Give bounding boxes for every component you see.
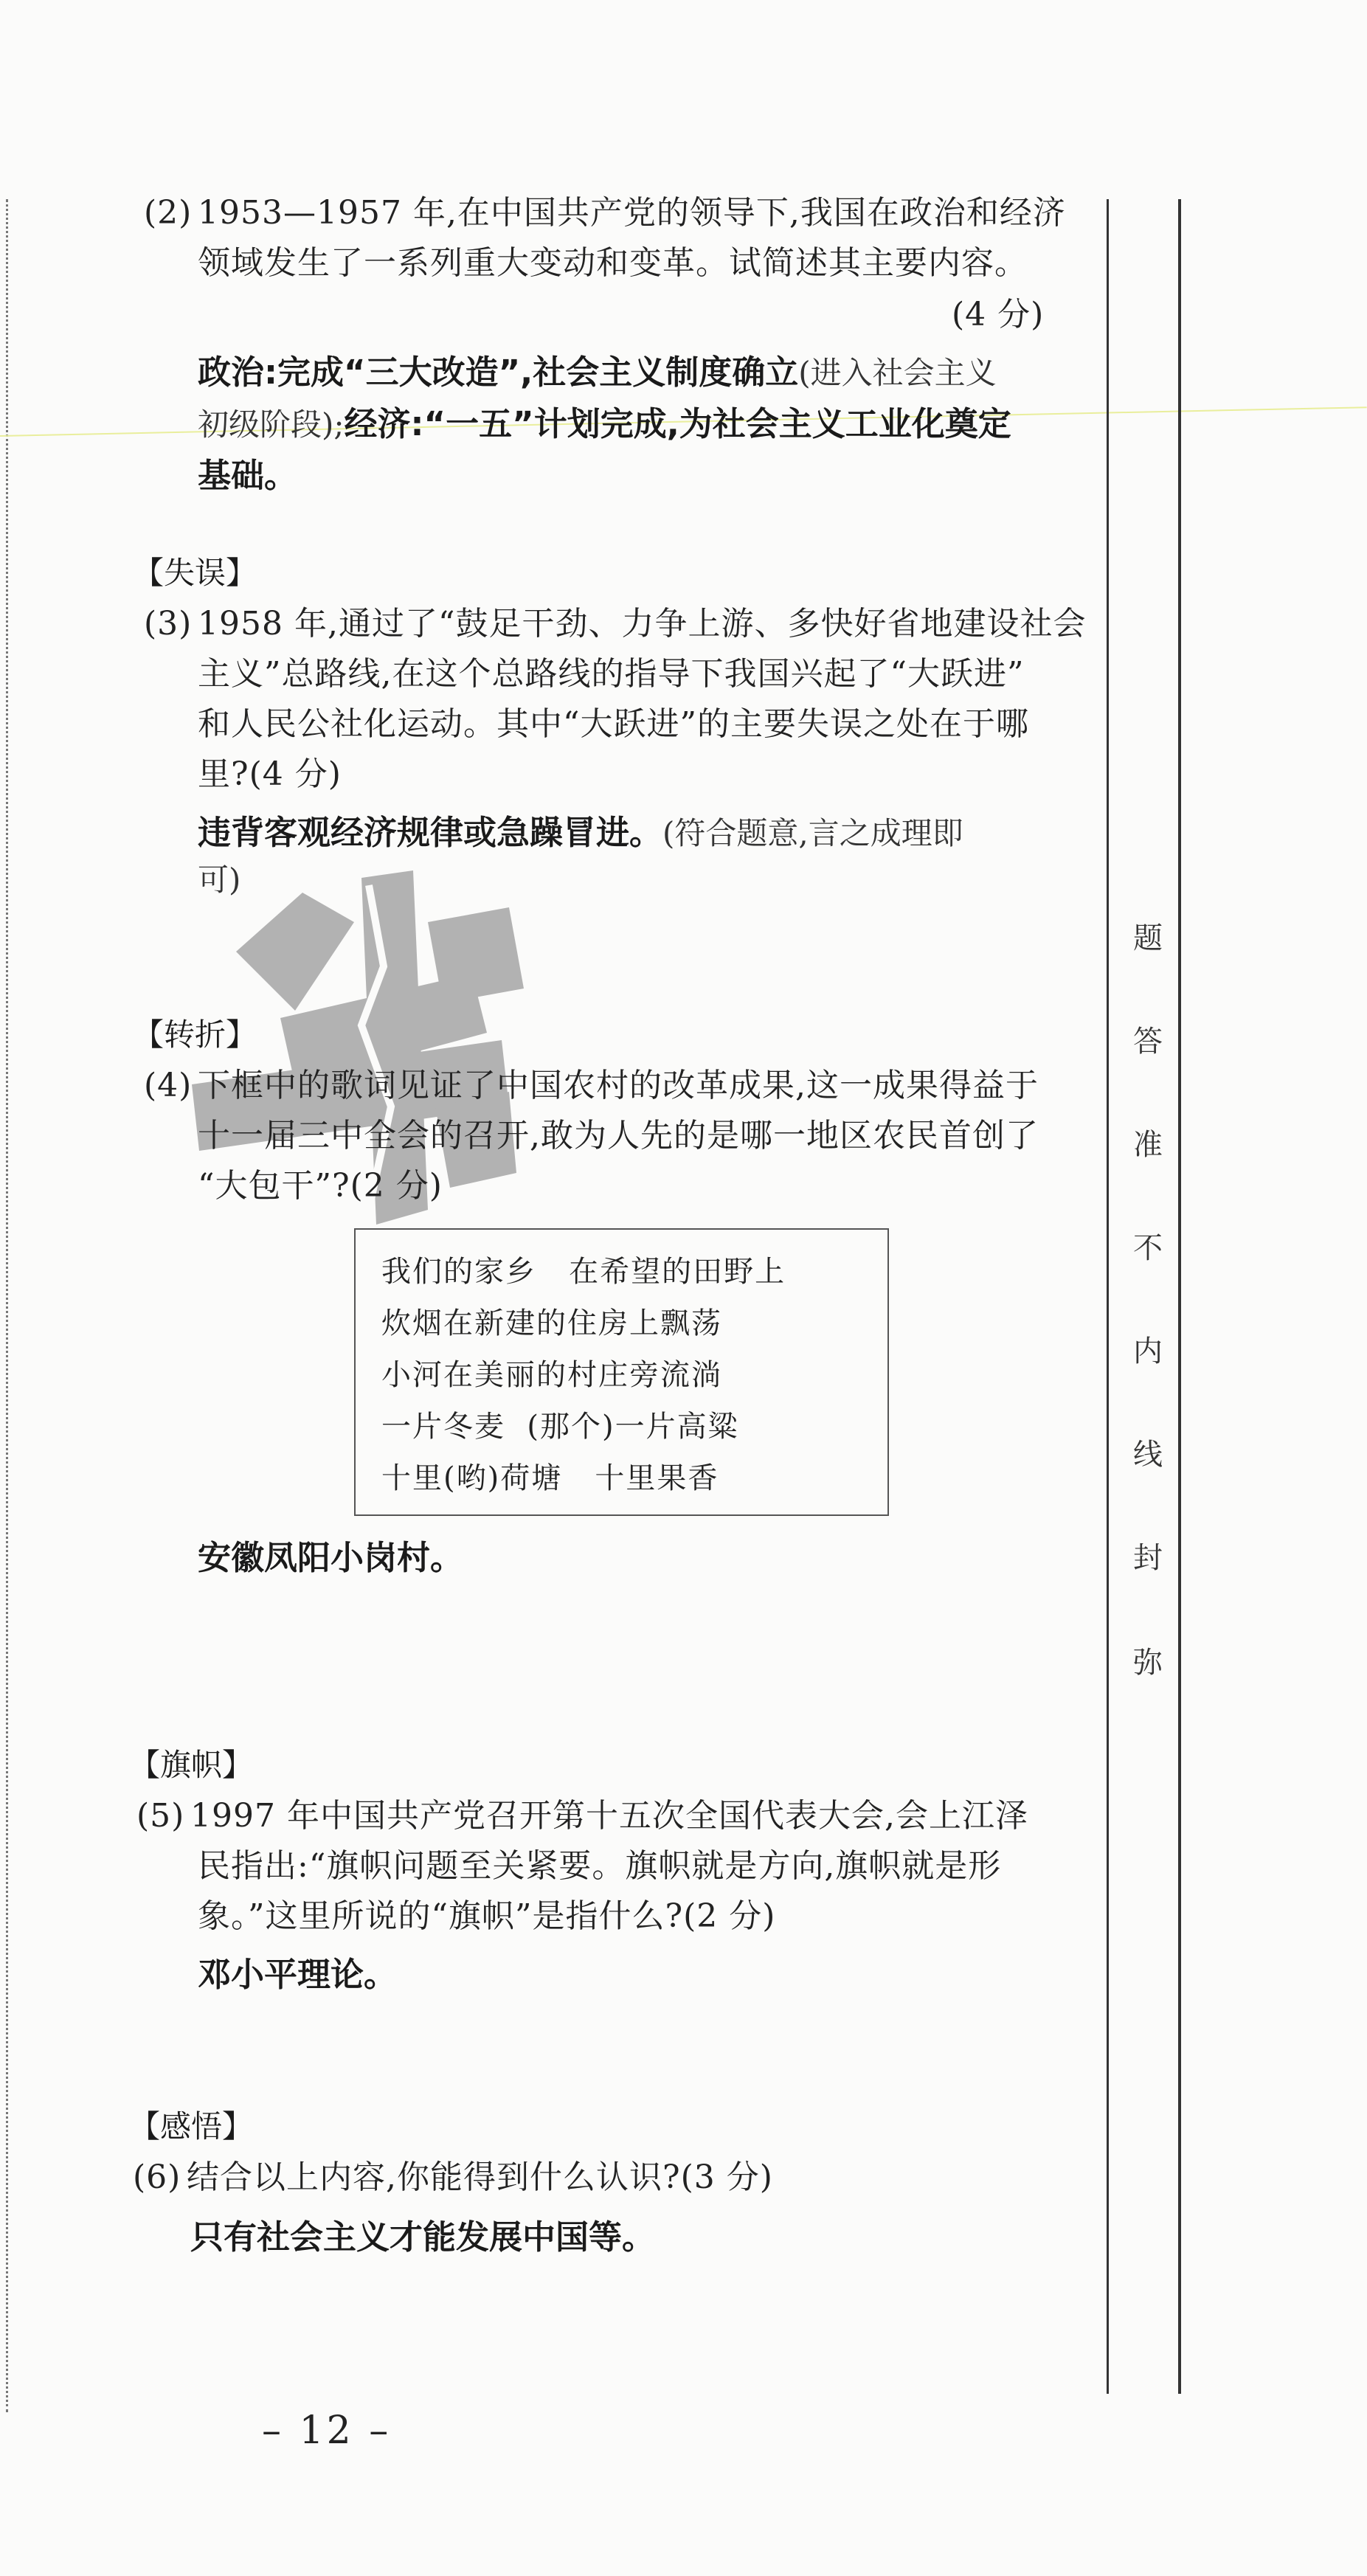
lyrics-box [354,1228,889,1516]
lyric-line: 一片冬麦 (那个)一片高粱 [381,1410,739,1444]
side-char: 不 [1133,1231,1163,1265]
answer-text: 经济:“一五”计划完成,为社会主义工业化奠定 [344,404,1011,443]
answer-5: 邓小平理论。 [198,1955,398,1994]
side-char: 题 [1133,921,1163,955]
section-heading-insight: 【感悟】 [129,2108,254,2144]
question-text-line: 主义”总路线,在这个总路线的指导下我国兴起了“大跃进” [198,655,1025,693]
section-heading-turning-point: 【转折】 [133,1017,257,1053]
question-text-line: 1997 年中国共产党召开第十五次全国代表大会,会上江泽 [190,1797,1028,1835]
answer-4: 安徽凤阳小岗村。 [198,1538,464,1577]
lyric-line: 十里(哟)荷塘 十里果香 [381,1461,719,1495]
answer-6: 只有社会主义才能发展中国等。 [190,2217,656,2257]
side-char: 内 [1133,1334,1163,1368]
side-char: 弥 [1133,1646,1163,1680]
question-text-line: 民指出:“旗帜问题至关紧要。旗帜就是方向,旗帜就是形 [198,1847,1002,1885]
question-number: (6) [133,2158,181,2196]
margin-rule-outer [1178,199,1181,2394]
margin-rule-inner [1107,199,1109,2394]
answer-note: (符合题意,言之成理即 [662,815,963,851]
question-number: (2) [144,194,193,232]
question-text-line: 和人民公社化运动。其中“大跃进”的主要失误之处在于哪 [198,705,1029,743]
answer-3-line-2: 可) [198,862,241,898]
section-heading-banner: 【旗帜】 [129,1747,254,1783]
question-number: (4) [144,1067,193,1104]
side-char: 封 [1133,1541,1163,1575]
lyric-line: 我们的家乡 在希望的田野上 [381,1255,786,1289]
answer-text: 违背客观经济规律或急躁冒进。 [198,813,663,852]
question-text-line: “大包干”?(2 分) [198,1167,443,1205]
lyric-line: 炊烟在新建的住房上飘荡 [381,1306,722,1340]
answer-3-line-1 [198,806,963,854]
question-text-line: 下框中的歌词见证了中国农村的改革成果,这一成果得益于 [198,1067,1039,1104]
side-char: 线 [1133,1438,1163,1472]
question-text-line: 结合以上内容,你能得到什么认识?(3 分) [187,2158,773,2196]
answer-text: 政治:完成“三大改造”,社会主义制度确立 [198,353,799,392]
side-char: 答 [1133,1025,1163,1059]
question-number: (5) [136,1797,185,1835]
section-heading-mistake: 【失误】 [133,555,257,591]
answer-note: (进入社会主义 [798,355,997,391]
page-number: – 12 – [262,2409,392,2453]
answer-2-line-1 [198,345,997,393]
lyric-line: 小河在美丽的村庄旁流淌 [381,1358,722,1392]
question-text-line: 十一届三中全会的召开,敢为人先的是哪一地区农民首创了 [198,1117,1039,1154]
answer-note: 初级阶段); [198,406,345,443]
side-char: 准 [1133,1128,1163,1162]
answer-2-line-2 [198,397,1011,445]
question-score: (4 分) [952,296,1045,333]
question-text-line: 领域发生了一系列重大变动和变革。试简述其主要内容。 [198,244,1028,282]
question-text-line: 象。”这里所说的“旗帜”是指什么?(2 分) [198,1897,776,1935]
question-text-line: 里?(4 分) [198,755,342,793]
question-text-line: 1953—1957 年,在中国共产党的领导下,我国在政治和经济 [198,194,1066,232]
answer-2-line-3: 基础。 [198,456,298,495]
question-text-line: 1958 年,通过了“鼓足干劲、力争上游、多快好省地建设社会 [198,605,1087,643]
binding-dotted-line [6,199,8,2412]
question-number: (3) [144,605,193,643]
